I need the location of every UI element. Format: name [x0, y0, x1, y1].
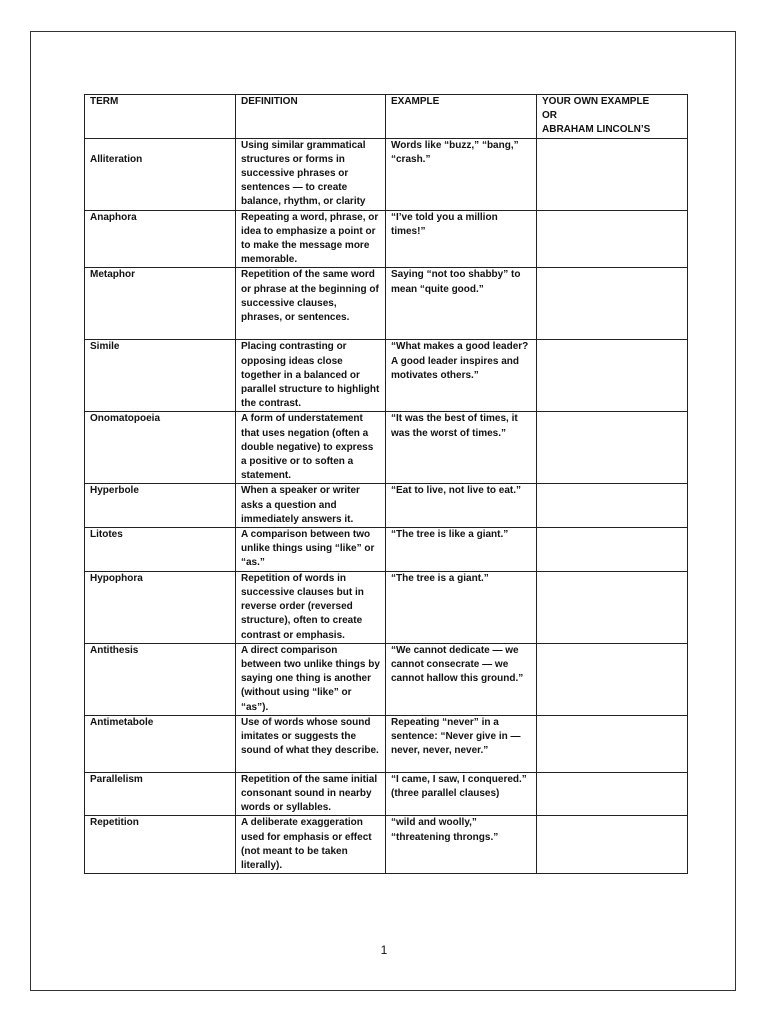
- term-cell: Anaphora: [85, 210, 236, 268]
- definition-cell: A comparison between two unlike things using “like” or “as.”: [236, 528, 386, 572]
- term-cell: Litotes: [85, 528, 236, 572]
- term-cell: Parallelism: [85, 772, 236, 816]
- example-cell: Words like “buzz,” “bang,” “crash.”: [386, 138, 537, 210]
- header-own-example: YOUR OWN EXAMPLE OR ABRAHAM LINCOLN’S: [537, 95, 688, 139]
- own-example-cell[interactable]: [537, 772, 688, 816]
- example-cell: “I came, I saw, I conquered.” (three parallel clauses): [386, 772, 537, 816]
- definition-cell: Repetition of the same word or phrase at the beginning of successive clauses, phrases, or sentences.: [236, 268, 386, 340]
- table-row: [85, 816, 688, 874]
- table-row: [85, 412, 688, 484]
- example-cell: “We cannot dedicate — we cannot consecrate — we cannot hallow this ground.”: [386, 643, 537, 715]
- own-example-cell[interactable]: [537, 268, 688, 340]
- own-example-cell[interactable]: [537, 816, 688, 874]
- table-row: [85, 484, 688, 528]
- table-header-row: [85, 95, 688, 139]
- definition-cell: A form of understatement that uses negation (often a double negative) to express a positive or to soften a statement.: [236, 412, 386, 484]
- own-example-cell[interactable]: [537, 340, 688, 412]
- table-row: [85, 772, 688, 816]
- table-row: [85, 340, 688, 412]
- header-term: TERM: [85, 95, 236, 139]
- rhetorical-devices-table: [84, 94, 688, 874]
- example-cell: “Eat to live, not live to eat.”: [386, 484, 537, 528]
- own-example-cell[interactable]: [537, 484, 688, 528]
- header-definition: DEFINITION: [236, 95, 386, 139]
- example-cell: “wild and woolly,” “threatening throngs.”: [386, 816, 537, 874]
- definition-cell: Use of words whose sound imitates or suggests the sound of what they describe.: [236, 715, 386, 772]
- definition-cell: When a speaker or writer asks a question and immediately answers it.: [236, 484, 386, 528]
- definition-cell: Repetition of words in successive clauses but in reverse order (reversed structure), often to create contrast or emphasis.: [236, 571, 386, 643]
- own-example-cell[interactable]: [537, 571, 688, 643]
- table-row: [85, 571, 688, 643]
- example-cell: “The tree is a giant.”: [386, 571, 537, 643]
- term-cell: Repetition: [85, 816, 236, 874]
- definition-cell: Placing contrasting or opposing ideas close together in a balanced or parallel structure to highlight the contrast.: [236, 340, 386, 412]
- term-cell: Hyperbole: [85, 484, 236, 528]
- table-row: [85, 643, 688, 715]
- term-cell: Simile: [85, 340, 236, 412]
- term-cell: Hypophora: [85, 571, 236, 643]
- definition-cell: A direct comparison between two unlike things by saying one thing is another (without using “like” or “as”).: [236, 643, 386, 715]
- example-cell: “What makes a good leader? A good leader inspires and motivates others.”: [386, 340, 537, 412]
- definition-cell: Using similar grammatical structures or forms in successive phrases or sentences — to create balance, rhythm, or clarity: [236, 138, 386, 210]
- table-row: [85, 268, 688, 340]
- term-cell: Metaphor: [85, 268, 236, 340]
- own-example-cell[interactable]: [537, 412, 688, 484]
- own-example-cell[interactable]: [537, 138, 688, 210]
- own-example-cell[interactable]: [537, 643, 688, 715]
- table-row: [85, 528, 688, 572]
- table-row: [85, 138, 688, 210]
- own-example-cell[interactable]: [537, 528, 688, 572]
- example-cell: Saying “not too shabby” to mean “quite good.”: [386, 268, 537, 340]
- example-cell: “It was the best of times, it was the worst of times.”: [386, 412, 537, 484]
- example-cell: “The tree is like a giant.”: [386, 528, 537, 572]
- term-cell: Alliteration: [85, 138, 236, 210]
- table-row: [85, 210, 688, 268]
- definition-cell: Repeating a word, phrase, or idea to emphasize a point or to make the message more memorable.: [236, 210, 386, 268]
- own-example-cell[interactable]: [537, 210, 688, 268]
- table-row: [85, 715, 688, 772]
- term-cell: Onomatopoeia: [85, 412, 236, 484]
- own-example-cell[interactable]: [537, 715, 688, 772]
- document-page: [30, 31, 736, 991]
- example-cell: “I’ve told you a million times!”: [386, 210, 537, 268]
- definition-cell: A deliberate exaggeration used for emphasis or effect (not meant to be taken literally).: [236, 816, 386, 874]
- example-cell: Repeating “never” in a sentence: “Never give in — never, never, never.”: [386, 715, 537, 772]
- header-example: EXAMPLE: [386, 95, 537, 139]
- term-cell: Antimetabole: [85, 715, 236, 772]
- term-cell: Antithesis: [85, 643, 236, 715]
- definition-cell: Repetition of the same initial consonant sound in nearby words or syllables.: [236, 772, 386, 816]
- page-number: 1: [380, 943, 388, 957]
